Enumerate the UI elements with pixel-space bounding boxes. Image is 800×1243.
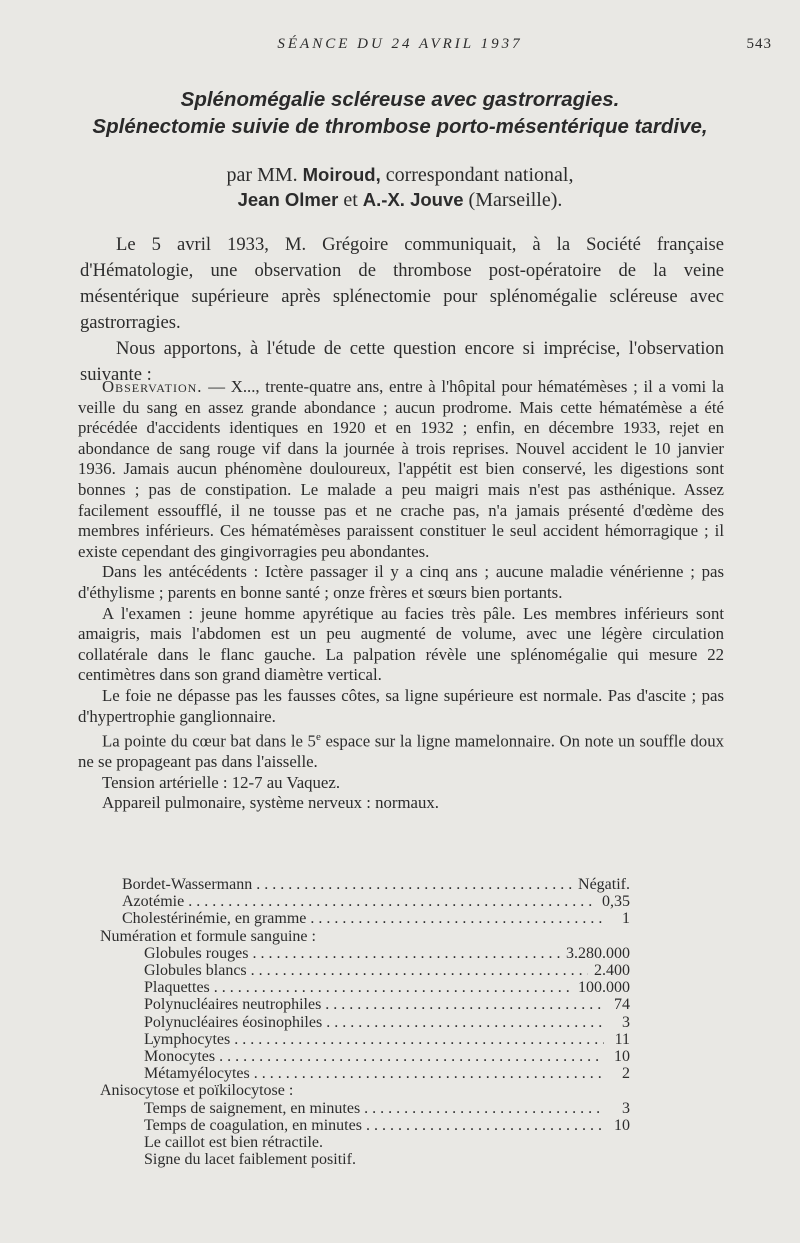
authors-prefix: par MM. [226, 164, 298, 186]
authors-line-1 [0, 164, 800, 187]
coeur-paragraph [78, 727, 724, 773]
tension-paragraph: Tension artérielle : 12-7 au Vaquez. [102, 772, 341, 792]
lab-label: Polynucléaires neutrophiles [144, 996, 322, 1014]
authors-place: (Marseille). [468, 189, 563, 211]
lab-row-cholesterinemie [100, 910, 630, 927]
coeur-superscript: e [315, 731, 321, 744]
lab-value: 3.280.000 [566, 944, 630, 962]
lab-value: 10 [614, 1048, 630, 1066]
lab-value: 100.000 [578, 979, 630, 997]
lab-value: 3 [622, 1013, 630, 1031]
appareil-paragraph: Appareil pulmonaire, système nerveux : normaux. [102, 793, 439, 813]
lab-label: Lymphocytes [144, 1030, 231, 1048]
leader-dots [210, 979, 572, 996]
observation-paragraph [78, 377, 724, 562]
lab-value: 0,35 [602, 893, 630, 911]
leader-dots [321, 996, 604, 1013]
anisocytose-header: Anisocytose et poïkilocytose : [100, 1082, 294, 1100]
lab-value: 2 [622, 1065, 630, 1083]
observation-body [78, 377, 724, 814]
lab-value: 1 [622, 910, 630, 928]
lacet-note: Signe du lacet faiblement positif. [144, 1151, 356, 1169]
lab-label: Temps de saignement, en minutes [144, 1099, 361, 1117]
coeur-text-a: La pointe du cœur bat dans le 5 [102, 731, 316, 751]
intro-paragraph-1: Le 5 avril 1933, M. Grégoire communiquait, à la Société française d'Hématologie, une observation de thrombose post-opératoire de la veine mésentérique supérieure après splénectomie pour splénomégalie scléreuse avec gastrorragies. [80, 234, 724, 333]
author-olmer: Jean Olmer [237, 189, 339, 210]
lab-row-poly-eosinophiles [100, 1014, 630, 1031]
lab-label: Temps de coagulation, en minutes [144, 1116, 362, 1134]
leader-dots [184, 893, 596, 910]
page-number: 543 [746, 36, 772, 52]
antecedents-paragraph: Dans les antécédents : Ictère passager il y a cinq ans ; aucune maladie vénérienne ; pas d'éthylisme ; parents en bonne santé ; onze frères et sœurs bien portants. [78, 562, 724, 602]
foie-paragraph: Le foie ne dépasse pas les fausses côtes, sa ligne supérieure est normale. Pas d'ascite ; pas d'hypertrophie ganglionnaire. [78, 685, 724, 726]
leader-dots [248, 945, 560, 962]
leader-dots [360, 1100, 604, 1117]
lab-results [100, 876, 630, 1168]
lab-row-bordet [100, 876, 630, 893]
lab-value: 2.400 [594, 962, 630, 980]
lab-label: Métamyélocytes [144, 1065, 250, 1083]
lab-row-monocytes [100, 1048, 630, 1065]
lab-label: Polynucléaires éosinophiles [144, 1013, 323, 1031]
lab-label: Bordet-Wassermann [122, 876, 253, 893]
lab-value: 11 [614, 1030, 630, 1048]
leader-dots [322, 1014, 604, 1031]
leader-dots [250, 1065, 604, 1082]
author-moiroud: Moiroud, [302, 164, 381, 185]
lab-row-plaquettes [100, 979, 630, 996]
leader-dots [230, 1031, 604, 1048]
lab-row-globules-rouges [100, 945, 630, 962]
lab-row-globules-blancs [100, 962, 630, 979]
lab-row-poly-neutrophiles [100, 996, 630, 1013]
lab-row-temps-coagulation [100, 1117, 630, 1134]
lab-label: Plaquettes [144, 979, 210, 997]
lab-label: Globules blancs [144, 962, 247, 980]
lab-row-metamyelocytes [100, 1065, 630, 1082]
lab-label: Monocytes [144, 1048, 216, 1066]
lab-row-lymphocytes [100, 1031, 630, 1048]
lab-value: 74 [614, 996, 630, 1014]
article-title-line-1: Splénomégalie scléreuse avec gastrorragies. [180, 88, 620, 111]
leader-dots [306, 910, 604, 927]
lab-label: Globules rouges [144, 944, 249, 962]
running-head: SÉANCE DU 24 AVRIL 1937 [277, 36, 523, 52]
coeur-text-b: espace sur la ligne mamelonnaire. On note un souffle doux ne se propageant pas dans l'aisselle. [78, 731, 724, 772]
lab-row-temps-saignement [100, 1100, 630, 1117]
caillot-note: Le caillot est bien rétractile. [144, 1134, 324, 1152]
observation-text: — X..., trente-quatre ans, entre à l'hôpital pour hématémèses ; il a vomi la veille du sang en assez grande abondance ; aucun prodrome. Mais cette hématémèse a été précédée d'accidents identiques en 1920 et en 1932 ; enfin, en décembre 1933, rejet en abondance de sang rouge vif dans la journée à trois reprises. Nouvel accident le 10 janvier 1936. Jamais aucun phénomène douloureux, l'appétit est bien conservé, les digestions sont bonnes ; pas de constipation. Le malade a peu maigri mais n'est pas asthénique. Assez facilement essoufflé, il ne tousse pas et ne crache pas, n'a jamais présenté d'œdème des membres inférieurs. Ces hématémèses paraissent constituer le seul accident hémorragique ; il existe cependant des gingivorragies peu abondantes. [78, 377, 724, 561]
examen-paragraph: A l'examen : jeune homme apyrétique au facies très pâle. Les membres inférieurs sont amaigris, mais l'abdomen est un peu augmenté de volume, avec une légère circulation collatérale dans le flanc gauche. La palpation révèle une splénomégalie qui mesure 22 centimètres dans son grand diamètre vertical. [78, 603, 724, 685]
lab-row-azotemie [100, 893, 630, 910]
numeration-header: Numération et formule sanguine : [100, 927, 316, 945]
author-role: correspondant national, [385, 164, 574, 186]
lab-label: Azotémie [122, 893, 185, 911]
leader-dots [247, 962, 588, 979]
leader-dots [362, 1117, 604, 1134]
authors-line-2 [0, 189, 800, 212]
lab-label: Cholestérinémie, en gramme [122, 910, 307, 928]
leader-dots [215, 1048, 604, 1065]
article-title-line-2: Splénectomie suivie de thrombose porto-mésentérique tardive, [92, 115, 708, 138]
observation-label: Observation. [102, 377, 203, 396]
author-jouve: A.-X. Jouve [362, 189, 464, 210]
lab-value: 10 [614, 1116, 630, 1134]
introduction [80, 232, 724, 388]
lab-value: 3 [622, 1099, 630, 1117]
leader-dots [252, 876, 572, 893]
lab-value: Négatif. [578, 876, 630, 893]
intro-paragraph-2: Nous apportons, à l'étude de cette question encore si imprécise, l'observation suivante : [80, 338, 724, 385]
authors-conjunction: et [343, 189, 358, 211]
